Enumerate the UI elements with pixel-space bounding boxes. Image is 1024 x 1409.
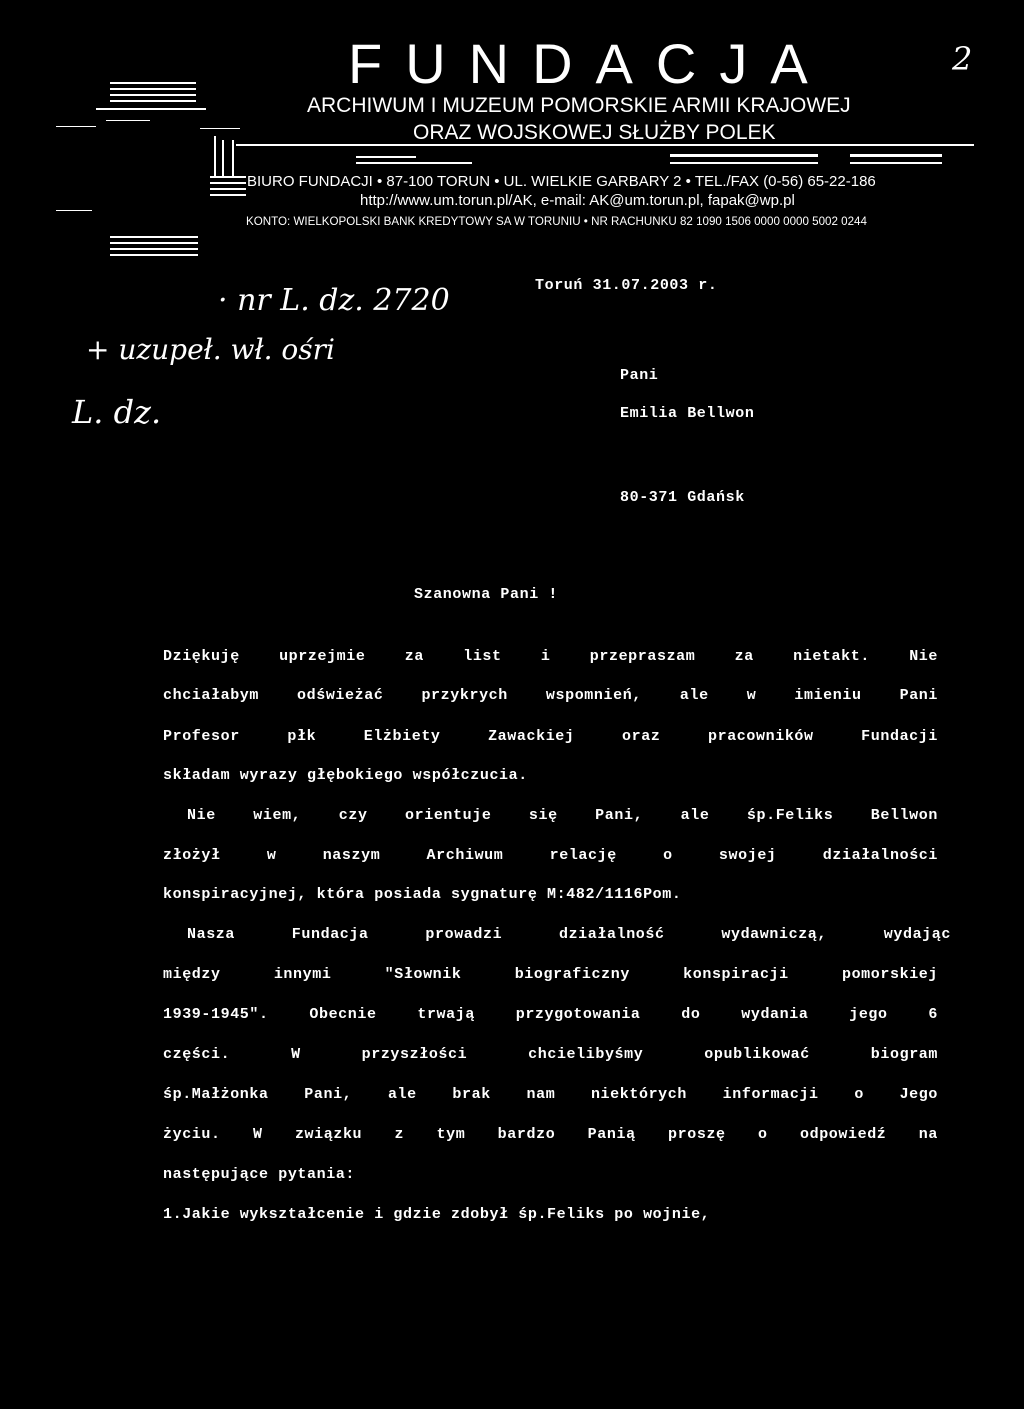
foundation-contacts: http://www.um.torun.pl/AK, e-mail: AK@um.torun.pl, fapak@wp.pl bbox=[360, 192, 795, 209]
recipient-name: Emilia Bellwon bbox=[620, 405, 755, 422]
handwritten-note-supplement: + uzupeł. wł. ośri bbox=[86, 333, 335, 366]
letter-line: złożył w naszym Archiwum relację o swojej działalności bbox=[163, 847, 938, 864]
letter-greeting: Szanowna Pani ! bbox=[414, 586, 559, 603]
letterhead-rule bbox=[236, 144, 974, 146]
letter-line: konspiracyjnej, która posiada sygnaturę M:482/1116Pom. bbox=[163, 886, 682, 903]
letter-line: Dziękuję uprzejmie za list i przepraszam za nietakt. Nie bbox=[163, 648, 938, 665]
foundation-address: BIURO FUNDACJI • 87-100 TORUN • UL. WIELKIE GARBARY 2 • TEL./FAX (0-56) 65-22-186 bbox=[247, 173, 876, 190]
letter-line: następujące pytania: bbox=[163, 1166, 356, 1183]
foundation-bank-account: KONTO: WIELKOPOLSKI BANK KREDYTOWY SA W TORUNIU • NR RACHUNKU 82 1090 1506 0000 0000 5002 0244 bbox=[246, 215, 867, 228]
foundation-subtitle-2: ORAZ WOJSKOWEJ SŁUŻBY POLEK bbox=[413, 121, 776, 144]
foundation-title: FUNDACJA bbox=[348, 32, 831, 95]
letter-line: życiu. W związku z tym bardzo Panią proszę o odpowiedź na bbox=[163, 1126, 938, 1143]
letter-line: chciałabym odświeżać przykrych wspomnień, ale w imieniu Pani bbox=[163, 687, 938, 704]
handwritten-note-reference: · nr L. dz. 2720 bbox=[218, 283, 450, 318]
recipient-salutation: Pani bbox=[620, 367, 659, 384]
foundation-subtitle-1: ARCHIWUM I MUZEUM POMORSKIE ARMII KRAJOWEJ bbox=[307, 94, 851, 117]
place-date: Toruń 31.07.2003 r. bbox=[535, 277, 718, 294]
letter-line: części. W przyszłości chcielibyśmy opublikować biogram bbox=[163, 1046, 938, 1063]
letter-line: 1.Jakie wykształcenie i gdzie zdobył śp.Feliks po wojnie, bbox=[163, 1206, 711, 1223]
letter-line: Nasza Fundacja prowadzi działalność wydawniczą, wydając bbox=[187, 926, 951, 943]
handwritten-note-ldz: L. dz. bbox=[72, 393, 162, 431]
letter-line: składam wyrazy głębokiego współczucia. bbox=[163, 767, 528, 784]
letter-line: Nie wiem, czy orientuje się Pani, ale śp.Feliks Bellwon bbox=[187, 807, 938, 824]
letter-line: Profesor płk Elżbiety Zawackiej oraz pracowników Fundacji bbox=[163, 728, 938, 745]
letter-line: śp.Małżonka Pani, ale brak nam niektórych informacji o Jego bbox=[163, 1086, 938, 1103]
page-number: 2 bbox=[952, 40, 973, 78]
letter-line: między innymi "Słownik biograficzny konspiracji pomorskiej bbox=[163, 966, 938, 983]
recipient-city: 80-371 Gdańsk bbox=[620, 489, 745, 506]
letter-line: 1939-1945". Obecnie trwają przygotowania do wydania jego 6 bbox=[163, 1006, 938, 1023]
